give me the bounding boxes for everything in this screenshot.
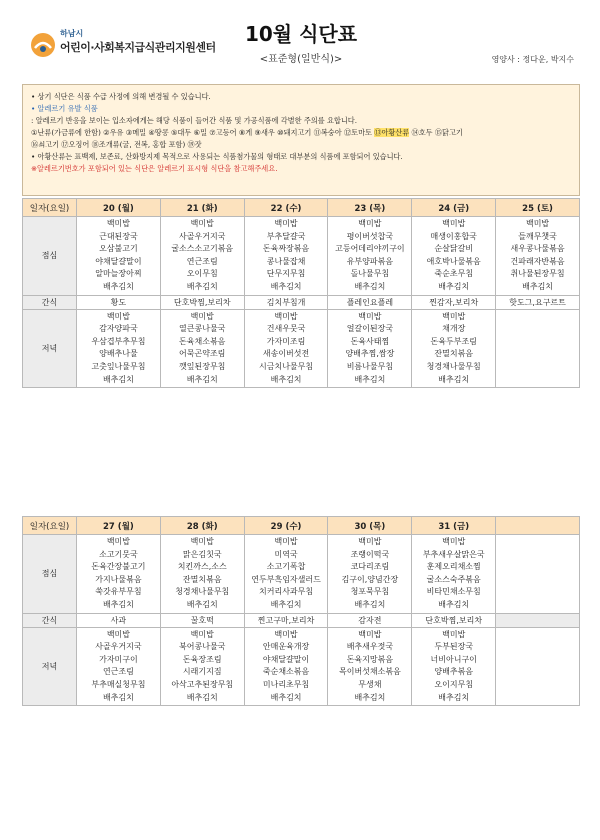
notice-line: • 상기 식단은 식품 수급 사정에 의해 변경될 수 있습니다. [31, 92, 211, 101]
menu-item: 돈육사태찜 [350, 336, 390, 346]
menu-item [496, 599, 579, 612]
menu-item: 코다리조림 [350, 562, 390, 572]
menu-cell [244, 217, 328, 296]
menu-item: 돈육지망볶음 [346, 654, 394, 664]
menu-item [496, 336, 579, 349]
menu-item [496, 348, 579, 361]
day-header: 29 (수) [244, 517, 328, 535]
menu-cell [160, 217, 244, 296]
menu-cell [244, 535, 328, 614]
menu-item [496, 311, 579, 324]
snack-cell [496, 613, 580, 627]
menu-item: 비타민채소무침 [426, 587, 481, 597]
menu-item: 치커리사과무침 [259, 587, 314, 597]
snack-cell: 플레인요플레 [328, 295, 412, 309]
menu-item: 죽순채소볶음 [262, 667, 310, 677]
dinner-row [23, 627, 580, 706]
menu-item: 백미밥 [274, 311, 298, 321]
menu-cell [496, 309, 580, 388]
menu-item: 치킨까스,소스 [177, 562, 227, 572]
lunch-row [23, 217, 580, 296]
snack-cell: 단호박찜,보리차 [160, 295, 244, 309]
menu-item: 배추김치 [102, 281, 134, 291]
menu-item: 미나리초무침 [262, 679, 310, 689]
menu-item: 백미밥 [442, 219, 466, 228]
menu-item [496, 641, 579, 654]
snack-cell: 단호박찜,보리차 [412, 613, 496, 627]
menu-item: 김구이,양념간장 [341, 574, 399, 584]
menu-item: 백미밥 [274, 629, 298, 639]
menu-item [496, 586, 579, 599]
menu-item: 새우콩나물볶음 [510, 244, 565, 254]
menu-item [496, 361, 579, 374]
menu-item: 백미밥 [358, 311, 382, 321]
menu-item: 두부된장국 [434, 642, 474, 652]
menu-cell [77, 627, 161, 706]
logo-city: 하남시 [60, 29, 84, 38]
menu-item: 잔멸치볶음 [182, 574, 222, 584]
day-header: 22 (수) [244, 199, 328, 217]
menu-item: 잔멸치볶음 [434, 349, 474, 359]
menu-item: 미역국 [274, 549, 298, 559]
day-header [496, 517, 580, 535]
meal-label: 저녁 [23, 309, 77, 388]
menu-cell [77, 309, 161, 388]
menu-item: 사골우거지국 [95, 642, 142, 652]
menu-item: 가자미구이 [99, 654, 138, 664]
menu-item: 청경채나물무침 [426, 361, 481, 371]
menu-item: 깻잎된장무침 [179, 361, 226, 371]
day-label: 일자(요일) [23, 517, 77, 535]
menu-item: 연두부흑임자샐러드 [251, 574, 321, 584]
menu-item: 오삼불고기 [99, 244, 138, 254]
menu-cell [412, 217, 496, 296]
menu-item: 순살닭갈비 [434, 244, 474, 254]
menu-item: 백미밥 [442, 629, 466, 639]
menu-item: 무생채 [358, 679, 382, 689]
snack-cell: 찐감자,보리차 [412, 295, 496, 309]
menu-item: 배추김치 [438, 599, 470, 609]
day-header: 28 (화) [160, 517, 244, 535]
menu-item: 안매운육개장 [262, 642, 310, 652]
snack-cell: 황도 [77, 295, 161, 309]
page-subtitle: <표준형(일반식)> [259, 54, 343, 65]
menu-item: 콩나물잡채 [266, 256, 306, 266]
menu-item: 근대된장국 [99, 231, 138, 241]
logo-org-name: 어린이·사회복지급식관리지원센터 [60, 41, 216, 54]
meal-label: 점심 [23, 217, 77, 296]
meal-label: 저녁 [23, 627, 77, 706]
notice-warning: ※알레르기번호가 포함되어 있는 식단은 알레르기 표시형 식단을 참고해주세요. [31, 164, 278, 173]
menu-item: 열큰콩나물국 [179, 324, 226, 334]
allergen-list-a: ①난류(가금류에 한함) ②우유 ③메밀 ④땅콩 ⑤대두 ⑥밀 ⑦고등어 ⑧게 ⑨새우 ⑩돼지고기 ⑪복숭아 ⑫토마토 [31, 128, 375, 137]
menu-item: 백미밥 [106, 219, 130, 228]
snack-cell: 김치부침개 [244, 295, 328, 309]
menu-item: 돈육두부조림 [430, 336, 477, 346]
menu-cell [496, 535, 580, 614]
menu-cell [412, 309, 496, 388]
menu-item: 목이버섯채소볶음 [338, 667, 401, 677]
menu-item: 매생이홍합국 [430, 231, 477, 241]
menu-item: 사골우거지국 [179, 231, 226, 241]
menu-cell [244, 627, 328, 706]
menu-item: 쑥갓유부무침 [95, 587, 142, 597]
menu-item: 백미밥 [442, 537, 466, 546]
menu-item: 단무지무침 [266, 269, 306, 279]
menu-item [496, 536, 579, 549]
menu-item: 오이무침 [186, 269, 218, 279]
menu-cell [328, 217, 412, 296]
menu-item: 새송이버섯전 [262, 349, 310, 359]
menu-item: 양배추나물 [99, 349, 138, 359]
menu-item [496, 654, 579, 667]
menu-item: 돈육짜장볶음 [262, 244, 310, 254]
menu-item [496, 574, 579, 587]
menu-item: 돌나물무침 [350, 269, 390, 279]
menu-item: 백미밥 [190, 219, 214, 228]
menu-item: 백미밥 [190, 629, 214, 639]
menu-item: 백미밥 [274, 537, 298, 546]
notice-line: • 아황산류는 표백제, 보존료, 산화방지제 목적으로 사용되는 식품첨가물의 형태로 대부분의 식품에 포함되어 있습니다. [31, 152, 403, 161]
menu-item [496, 666, 579, 679]
menu-item: 죽순초무침 [434, 269, 474, 279]
snack-cell: 감자전 [328, 613, 412, 627]
menu-item: 연근조림 [102, 667, 134, 677]
allergen-list-c: ⑭호두 ⑮닭고기 [409, 128, 463, 137]
menu-cell [244, 309, 328, 388]
menu-cell [412, 627, 496, 706]
menu-item: 가자미조림 [266, 336, 306, 346]
menu-cell [328, 627, 412, 706]
page-header [22, 16, 580, 72]
day-header-row [23, 199, 580, 217]
menu-cell [77, 217, 161, 296]
menu-item [496, 629, 579, 642]
menu-item: 배추김치 [438, 374, 470, 384]
nutritionist-names: 영양사 : 정다운, 박지수 [491, 55, 574, 64]
lunch-row [23, 535, 580, 614]
menu-item [496, 561, 579, 574]
menu-item: 고등어데리야끼구이 [335, 244, 405, 254]
menu-item: 유부양파볶음 [346, 256, 394, 266]
menu-item: 고춧잎나물무침 [91, 361, 146, 371]
menu-item: 배추김치 [186, 692, 218, 702]
menu-item: 굴소스숙주볶음 [426, 574, 481, 584]
menu-item: 아삭고추된장무침 [171, 679, 234, 689]
menu-item: 백미밥 [525, 219, 550, 228]
menu-item: 북어콩나물국 [179, 642, 226, 652]
menu-item: 채개장 [442, 324, 466, 334]
menu-item: 돈육장조림 [182, 654, 222, 664]
menu-item: 청포묵무침 [350, 587, 390, 597]
snack-row [23, 295, 580, 309]
menu-cell [77, 535, 161, 614]
allergen-list-line [31, 127, 571, 139]
menu-item: 우삼겹부추무침 [91, 336, 146, 346]
menu-cell [160, 627, 244, 706]
menu-item: 배추김치 [270, 692, 302, 702]
day-header: 23 (목) [328, 199, 412, 217]
menu-item: 백미밥 [106, 629, 130, 639]
menu-cell [496, 217, 580, 296]
menu-item: 감자양파국 [99, 324, 138, 334]
day-header: 30 (목) [328, 517, 412, 535]
menu-item: 시금치나물무침 [259, 361, 314, 371]
menu-item: 배추새우젓국 [346, 642, 394, 652]
menu-item: 야채달걀말이 [95, 256, 142, 266]
menu-item: 배추김치 [270, 281, 302, 291]
menu-cell [496, 627, 580, 706]
menu-item: 건파래자반볶음 [510, 256, 565, 266]
menu-item: 배추김치 [354, 374, 386, 384]
menu-item: 배추김치 [270, 599, 302, 609]
menu-table-week1 [22, 198, 580, 388]
menu-item [496, 549, 579, 562]
menu-item: 취나물된장무침 [510, 269, 565, 279]
menu-item: 청경채나물무침 [175, 587, 230, 597]
menu-cell [328, 535, 412, 614]
menu-item: 배추김치 [102, 599, 134, 609]
menu-item: 배추김치 [354, 692, 386, 702]
notice-allergy-heading: • 알레르기 유발 식품 [31, 104, 98, 113]
menu-item: 부추새우살맑은국 [422, 549, 485, 559]
meal-label: 점심 [23, 535, 77, 614]
menu-item: 배추김치 [186, 599, 218, 609]
menu-item: 배추김치 [522, 281, 554, 291]
menu-item: 배추김치 [186, 374, 218, 384]
menu-item: 돈육채소볶음 [179, 336, 226, 346]
notice-line: : 알레르기 반응을 보이는 입소자에게는 해당 식품이 들어간 식품 및 가공식품에 각별한 주의를 요합니다. [31, 116, 358, 125]
day-header: 21 (화) [160, 199, 244, 217]
menu-item: 배추김치 [354, 281, 386, 291]
menu-item: 백미밥 [106, 537, 130, 546]
snack-cell: 찐고구마,보리차 [244, 613, 328, 627]
snack-cell: 꿀호떡 [160, 613, 244, 627]
menu-item [496, 323, 579, 336]
menu-item: 연근조림 [186, 256, 218, 266]
menu-table-week2 [22, 516, 580, 706]
allergen-sulfite-highlight: ⑬아황산류 [374, 128, 410, 137]
menu-item: 배추김치 [438, 692, 470, 702]
menu-cell [328, 309, 412, 388]
menu-item: 배추김치 [270, 374, 302, 384]
menu-item: 배추김치 [354, 599, 386, 609]
menu-item: 맑은김칫국 [182, 549, 222, 559]
day-label: 일자(요일) [23, 199, 77, 217]
menu-item: 조랭이떡국 [350, 549, 390, 559]
menu-item [496, 692, 579, 705]
menu-cell [160, 535, 244, 614]
menu-item: 양배추볶음 [434, 667, 474, 677]
menu-item: 야채달걀말이 [262, 654, 310, 664]
menu-item: 소고기폭찹 [266, 562, 306, 572]
menu-item: 훈제오리채소찜 [426, 562, 481, 572]
menu-item: 굴소스소고기볶음 [171, 244, 234, 254]
day-header: 25 (토) [496, 199, 580, 217]
menu-item: 오이지무침 [434, 679, 474, 689]
menu-item: 들깨무챗국 [518, 231, 557, 241]
snack-cell: 사과 [77, 613, 161, 627]
day-header: 27 (월) [77, 517, 161, 535]
menu-item: 배추김치 [186, 281, 218, 291]
menu-item: 부추매실청무침 [91, 679, 146, 689]
menu-item: 배추김치 [102, 374, 134, 384]
menu-item: 백미밥 [358, 537, 382, 546]
menu-item: 배추김치 [102, 692, 134, 702]
day-header-row [23, 517, 580, 535]
menu-item: 백미밥 [190, 537, 214, 546]
snack-row [23, 613, 580, 627]
menu-item: 평이버섯찹국 [346, 231, 394, 241]
menu-item [496, 374, 579, 387]
menu-item: 백미밥 [190, 311, 214, 321]
day-header: 20 (월) [77, 199, 161, 217]
meal-label: 간식 [23, 295, 77, 309]
day-header: 24 (금) [412, 199, 496, 217]
menu-item: 백미밥 [274, 219, 298, 228]
menu-item: 건새우뭇국 [266, 324, 306, 334]
menu-item: 알마늘장아찌 [95, 269, 142, 279]
snack-cell: 핫도그,요구르트 [496, 295, 580, 309]
menu-item: 부추달걀국 [266, 231, 306, 241]
menu-item: 얼갈이된장국 [346, 324, 394, 334]
menu-item: 백미밥 [358, 219, 382, 228]
menu-item: 가지나물볶음 [95, 574, 142, 584]
notice-box [22, 84, 580, 196]
menu-item: 백미밥 [442, 311, 466, 321]
menu-item: 소고기뭇국 [99, 549, 138, 559]
menu-item: 어묵곤약조림 [179, 349, 226, 359]
menu-item: 비름나물무침 [346, 361, 394, 371]
menu-item: 배추김치 [438, 281, 470, 291]
meal-label: 간식 [23, 613, 77, 627]
allergen-list-line: ⑯쇠고기 ⑰오징어 ⑱조개류(굴, 전복, 홍합 포함) ⑲잣 [31, 140, 202, 149]
menu-cell [412, 535, 496, 614]
menu-item: 백미밥 [106, 311, 130, 321]
menu-item: 돈육간장불고기 [91, 562, 146, 572]
menu-item: 너비아니구이 [430, 654, 477, 664]
menu-item: 시래기지짐 [182, 667, 222, 677]
menu-item: 백미밥 [358, 629, 382, 639]
menu-cell [160, 309, 244, 388]
dinner-row [23, 309, 580, 388]
page-title: 10월 식단표 [244, 22, 358, 46]
menu-item: 애호박나물볶음 [426, 256, 481, 266]
day-header: 31 (금) [412, 517, 496, 535]
menu-item [496, 679, 579, 692]
menu-item: 양배추찜,쌈장 [345, 349, 395, 359]
